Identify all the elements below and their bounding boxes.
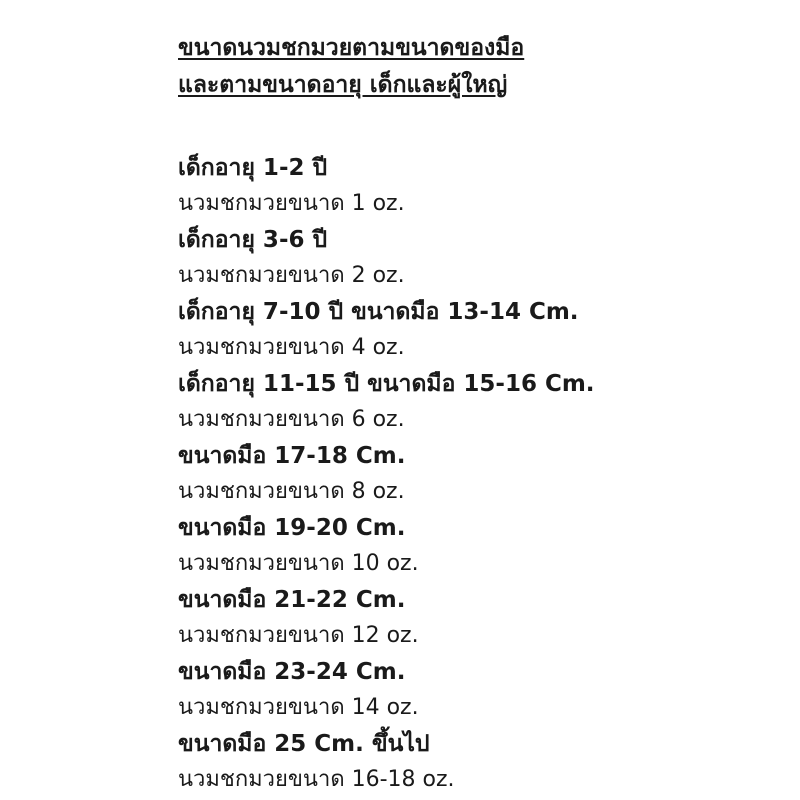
title-line-2: และตามขนาดอายุ เด็กและผู้ใหญ่ [178,72,508,98]
size-entry [178,222,778,294]
entry-heading: เด็กอายุ 11-15 ปี ขนาดมือ 15-16 Cm. [178,371,595,397]
glove-size: นวมชกมวยขนาด 1 oz. [178,191,405,216]
size-chart-document [178,30,778,798]
entry-heading: เด็กอายุ 7-10 ปี ขนาดมือ 13-14 Cm. [178,299,579,325]
entry-heading: ขนาดมือ 23-24 Cm. [178,659,406,685]
glove-size: นวมชกมวยขนาด 12 oz. [178,623,419,648]
entry-heading: เด็กอายุ 3-6 ปี [178,227,328,253]
glove-size: นวมชกมวยขนาด 14 oz. [178,695,419,720]
title-line-1: ขนาดนวมชกมวยตามขนาดของมือ [178,35,525,61]
glove-size: นวมชกมวยขนาด 2 oz. [178,263,405,288]
glove-size: นวมชกมวยขนาด 16-18 oz. [178,767,455,792]
glove-size: นวมชกมวยขนาด 8 oz. [178,479,405,504]
size-entry [178,726,778,798]
size-entry [178,294,778,366]
entry-heading: ขนาดมือ 17-18 Cm. [178,443,406,469]
entry-heading: ขนาดมือ 25 Cm. ขึ้นไป [178,731,430,757]
document-title [178,30,778,104]
size-entry [178,438,778,510]
glove-size: นวมชกมวยขนาด 6 oz. [178,407,405,432]
entry-heading: ขนาดมือ 21-22 Cm. [178,587,406,613]
size-entry [178,510,778,582]
size-entry [178,582,778,654]
size-entry [178,654,778,726]
entry-heading: เด็กอายุ 1-2 ปี [178,155,328,181]
size-entry [178,366,778,438]
glove-size: นวมชกมวยขนาด 4 oz. [178,335,405,360]
glove-size: นวมชกมวยขนาด 10 oz. [178,551,419,576]
entry-heading: ขนาดมือ 19-20 Cm. [178,515,406,541]
size-entry [178,150,778,222]
